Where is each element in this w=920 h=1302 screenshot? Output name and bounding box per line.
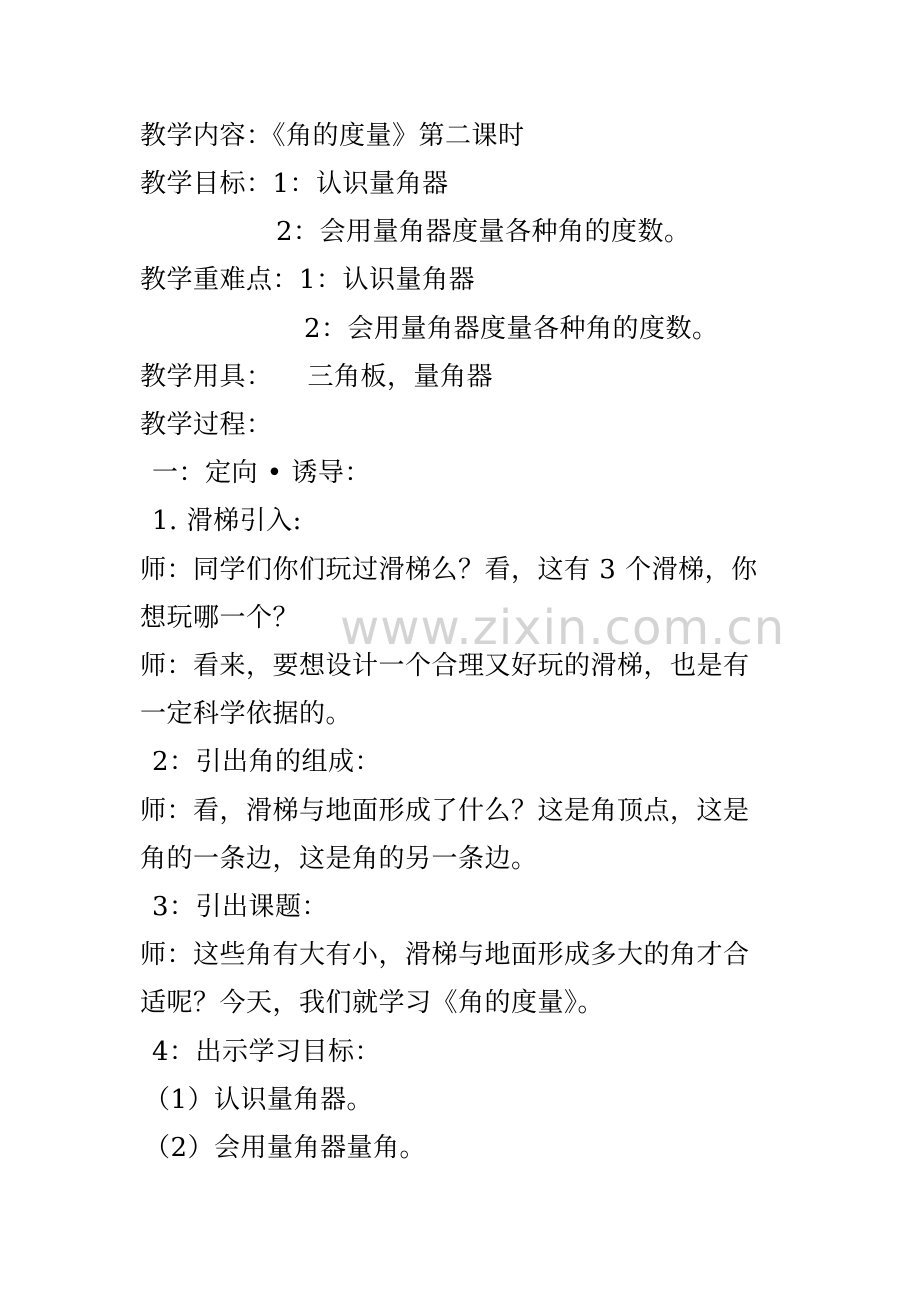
content-line-teacher-question-a: 师：同学们你们玩过滑梯么？看，这有 3 个滑梯，你 [140, 555, 758, 585]
content-line-lesson-content: 教学内容：《角的度量》第二课时 [140, 121, 525, 151]
content-line-teacher-design-b: 一定科学依据的。 [140, 699, 353, 729]
content-line-angle-parts-heading: 2：引出角的组成： [152, 747, 382, 777]
watermark-text: www.zixin.com.cn [340, 600, 786, 656]
content-line-topic-heading: 3：引出课题： [152, 892, 329, 922]
content-line-teacher-design-a: 师：看来，要想设计一个合理又好玩的滑梯，也是有 [140, 651, 750, 681]
content-line-process-heading: 教学过程： [140, 410, 273, 440]
content-line-topic-b: 适呢？今天，我们就学习《角的度量》。 [140, 988, 605, 1018]
content-line-key-point-2: 2：会用量角器度量各种角的度数。 [304, 314, 719, 344]
content-line-topic-a: 师：这些角有大有小，滑梯与地面形成多大的角才合 [140, 940, 750, 970]
content-line-objectives-heading: 4：出示学习目标： [152, 1037, 382, 1067]
content-line-section-1: 一：定向 • 诱导： [152, 458, 371, 488]
content-line-angle-parts-b: 角的一条边，这是角的另一条边。 [140, 844, 538, 874]
content-line-angle-parts-a: 师：看，滑梯与地面形成了什么？这是角顶点，这是 [140, 796, 750, 826]
content-line-goal-2: 2：会用量角器度量各种角的度数。 [276, 217, 691, 247]
content-line-objective-2: （2）会用量角器量角。 [144, 1133, 427, 1163]
content-line-objective-1: （1）认识量角器。 [144, 1085, 374, 1115]
content-line-tools: 教学用具： 三角板，量角器 [140, 362, 494, 392]
content-line-key-point-1: 教学重难点：1：认识量角器 [140, 265, 476, 295]
content-line-goal-1: 教学目标：1：认识量角器 [140, 169, 449, 199]
content-line-teacher-question-b: 想玩哪一个？ [140, 603, 300, 633]
content-line-slide-intro: 1. 滑梯引入: [152, 506, 302, 536]
